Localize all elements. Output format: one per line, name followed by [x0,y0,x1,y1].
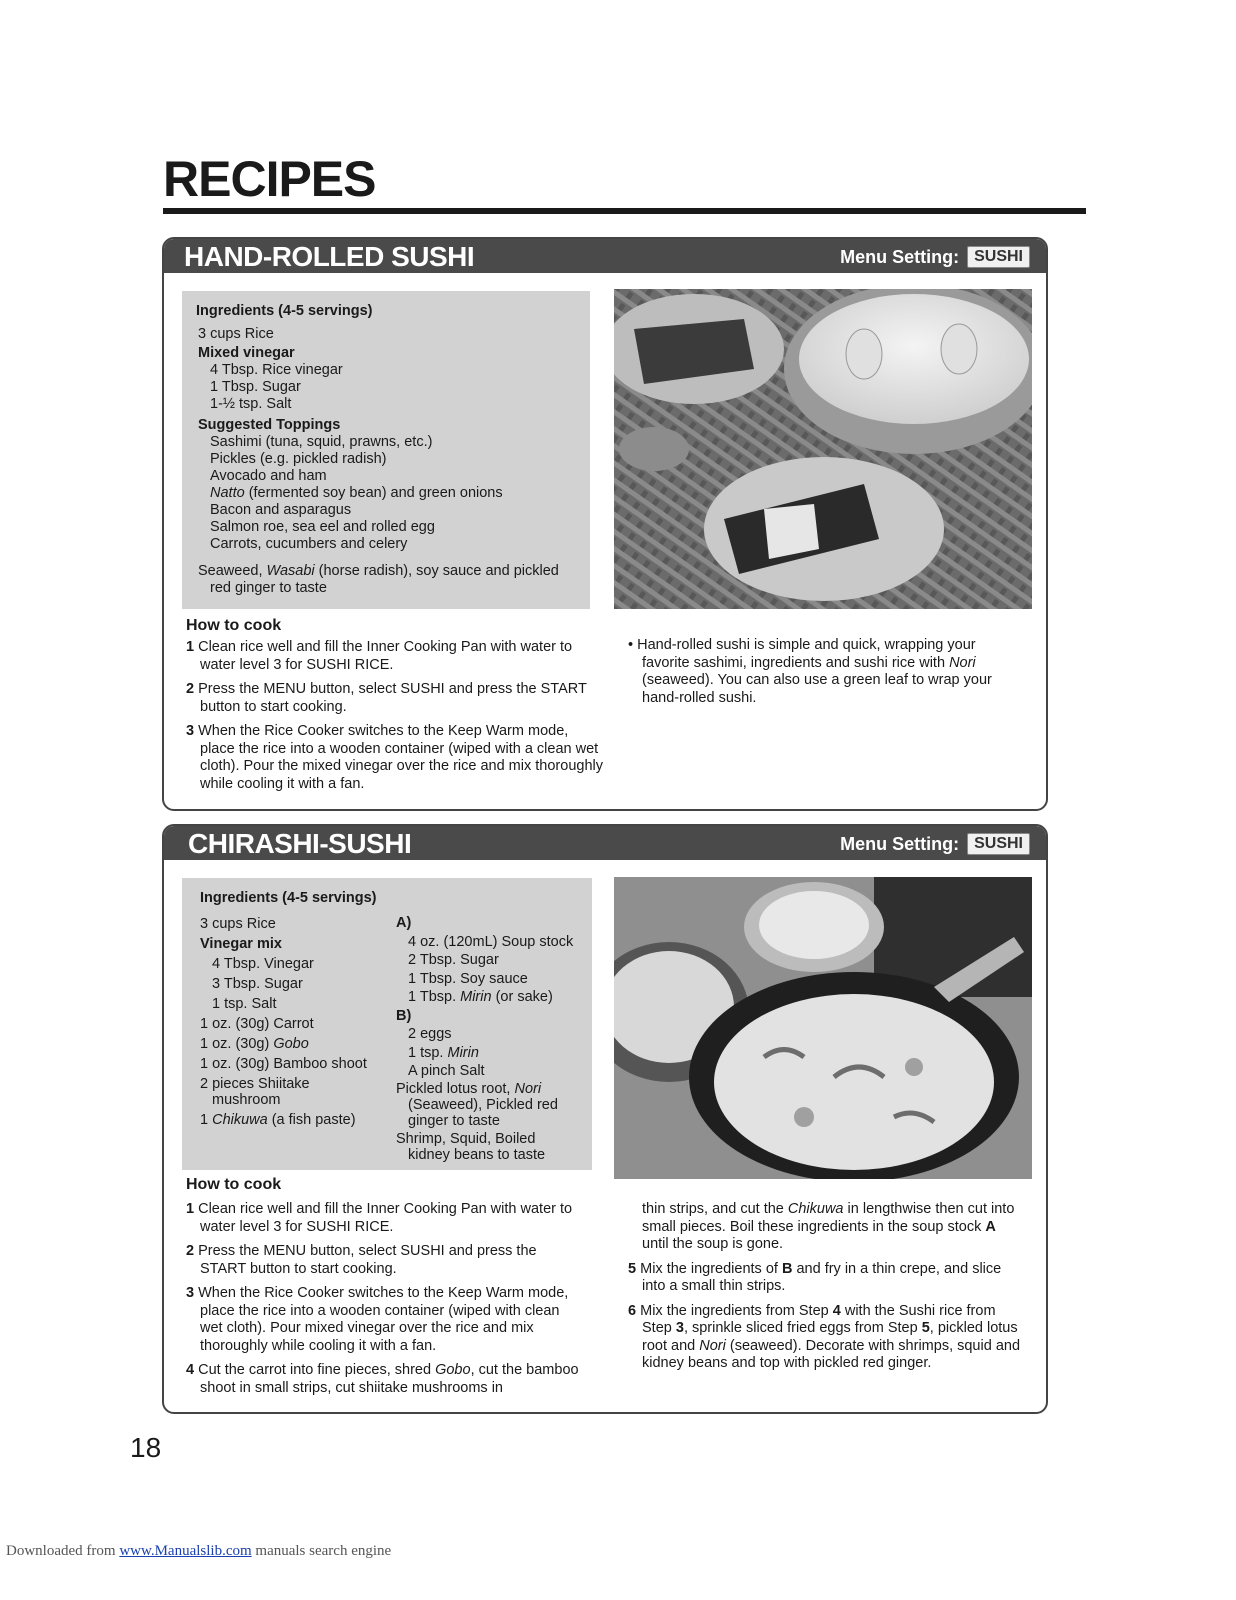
title-rule [163,208,1086,214]
ingredient-item: 2 Tbsp. Sugar [408,952,499,968]
recipe-card-hand-rolled-sushi [162,237,1048,811]
cooking-step: 1 Clean rice well and fill the Inner Cooking Pan with water to water level 3 for SUSHI RICE. [186,1201,573,1235]
cooking-step: 2 Press the MENU button, select SUSHI and press the START button to start cooking. [186,1243,537,1277]
page-number: 18 [130,1432,162,1463]
cooking-step: 3 When the Rice Cooker switches to the Keep Warm mode, place the rice into a wooden container (wiped with clean wet cloth). Pour mixed vinegar over the rice and mix thoroughly while cooling it with a fan. [186,1285,569,1354]
ingredient-item: 1 Tbsp. Soy sauce [408,970,528,987]
topping-item: Bacon and asparagus [210,502,352,518]
toppings-label: Suggested Toppings [198,417,341,433]
cooking-step: 6 Mix the ingredients from Step 4 with the Sushi rice from Step 3, sprinkle sliced fried eggs from Step 5, pickled lotus root and Nori (seaweed). Decorate with shrimps, squid and kidney beans and top with pickled red ginger. [628,1302,1021,1371]
group-b-label: B) [396,1007,412,1024]
cooking-steps [186,639,606,800]
ingredients-box [182,878,592,1170]
cooking-step-continued: thin strips, and cut the Chikuwa in lengthwise then cut into small pieces. Boil these ingredients in the soup stock A until the soup is gone. [642,1201,1015,1252]
ingredient-item: 1 tsp. Mirin [408,1044,479,1061]
ingredients-heading: Ingredients (4-5 servings) [200,890,377,906]
menu-setting-badge: SUSHI [967,833,1030,855]
ingredient-item: 1 Tbsp. Sugar [210,379,301,395]
vinegar-mix-label: Vinegar mix [200,936,282,952]
ingredient-item: 1 tsp. Salt [212,996,277,1012]
menu-setting-label: Menu Setting: [840,833,960,854]
menu-setting [840,833,1030,855]
topping-item-natto: Natto (fermented soy bean) and green onions [210,485,503,501]
ingredient-rice: 3 cups Rice [200,916,276,932]
topping-item: Pickles (e.g. pickled radish) [210,451,387,467]
cooking-step: 3 When the Rice Cooker switches to the Keep Warm mode, place the rice into a wooden container (wiped with a clean wet cloth). Pour the mixed vinegar over the rice and mix thoroughly while cooling it with a fan. [186,723,603,792]
ingredient-item: 1 oz. (30g) Carrot [200,1016,314,1032]
ingredient-item: 4 Tbsp. Vinegar [212,956,314,972]
recipe-title: CHIRASHI-SUSHI [188,828,412,859]
ingredient-item: 1 Chikuwa (a fish paste) [200,1112,356,1128]
seasoning-line: Seaweed, Wasabi (horse radish), soy sauce and pickled red ginger to taste [198,563,559,596]
ingredients-column-left [200,914,390,1130]
ingredient-rice: 3 cups Rice [198,326,274,342]
mixed-vinegar-label: Mixed vinegar [198,345,295,361]
hand-rolled-sushi-photo [614,289,1032,609]
sushi-photo-illustration [614,289,1032,609]
topping-item: Sashimi (tuna, squid, prawns, etc.) [210,434,433,450]
ingredient-item: 1 Tbsp. Mirin (or sake) [408,989,553,1005]
ingredient-item: 3 Tbsp. Sugar [212,976,303,992]
recipe-header [164,826,1046,860]
cooking-step: 2 Press the MENU button, select SUSHI and press the START button to start cooking. [186,681,587,715]
manualslib-link[interactable]: www.Manualslib.com [119,1543,252,1559]
ingredient-item: Shrimp, Squid, Boiled kidney beans to taste [396,1130,546,1163]
ingredient-item: 1 oz. (30g) Bamboo shoot [200,1056,367,1072]
ingredients-heading: Ingredients (4-5 servings) [196,303,373,319]
menu-setting-label: Menu Setting: [840,246,960,267]
how-to-cook-heading: How to cook [186,617,282,634]
chirashi-sushi-photo [614,877,1032,1179]
ingredients-box [182,291,590,609]
recipe-header [164,239,1046,273]
ingredient-item: Pickled lotus root, Nori (Seaweed), Pickled red ginger to taste [396,1080,558,1129]
menu-setting-badge: SUSHI [967,246,1030,268]
download-footer: Downloaded from www.Manualslib.com manuals search engine [6,1543,392,1559]
topping-item: Avocado and ham [210,468,327,484]
cooking-step: 5 Mix the ingredients of B and fry in a thin crepe, and slice into a small thin strips. [628,1260,1002,1294]
recipe-title: HAND-ROLLED SUSHI [184,241,475,272]
ingredient-item: 2 pieces Shiitake mushroom [200,1076,310,1108]
topping-item: Carrots, cucumbers and celery [210,536,408,552]
ingredients-column-right [396,914,586,1163]
cooking-step: 1 Clean rice well and fill the Inner Cooking Pan with water to water level 3 for SUSHI RICE. [186,639,573,673]
cooking-step: 4 Cut the carrot into fine pieces, shred Gobo, cut the bamboo shoot in small strips, cut shiitake mushrooms in [186,1362,579,1396]
cooking-steps-left [186,1201,586,1404]
chirashi-photo-illustration [614,877,1032,1179]
recipe-card-chirashi-sushi [162,824,1048,1414]
group-a-label: A) [396,915,412,931]
ingredient-item: 2 eggs [408,1026,452,1042]
recipe-note: • Hand-rolled sushi is simple and quick, wrapping your favorite sashimi, ingredients and sushi rice with Nori (seaweed). You can also use a green leaf to wrap your hand-rolled sushi. [628,637,992,706]
ingredient-item: 1 oz. (30g) Gobo [200,1036,309,1052]
ingredient-item: 4 Tbsp. Rice vinegar [210,362,343,378]
cooking-steps-right [628,1201,1023,1380]
natto-term: Natto [210,485,245,501]
ingredient-item: A pinch Salt [408,1063,485,1079]
page-title: RECIPES [163,151,376,207]
how-to-cook-heading: How to cook [186,1176,282,1193]
topping-item: Salmon roe, sea eel and rolled egg [210,519,435,535]
ingredient-item: 4 oz. (120mL) Soup stock [408,933,574,950]
menu-setting [840,246,1030,268]
ingredient-item: 1-½ tsp. Salt [210,396,292,412]
